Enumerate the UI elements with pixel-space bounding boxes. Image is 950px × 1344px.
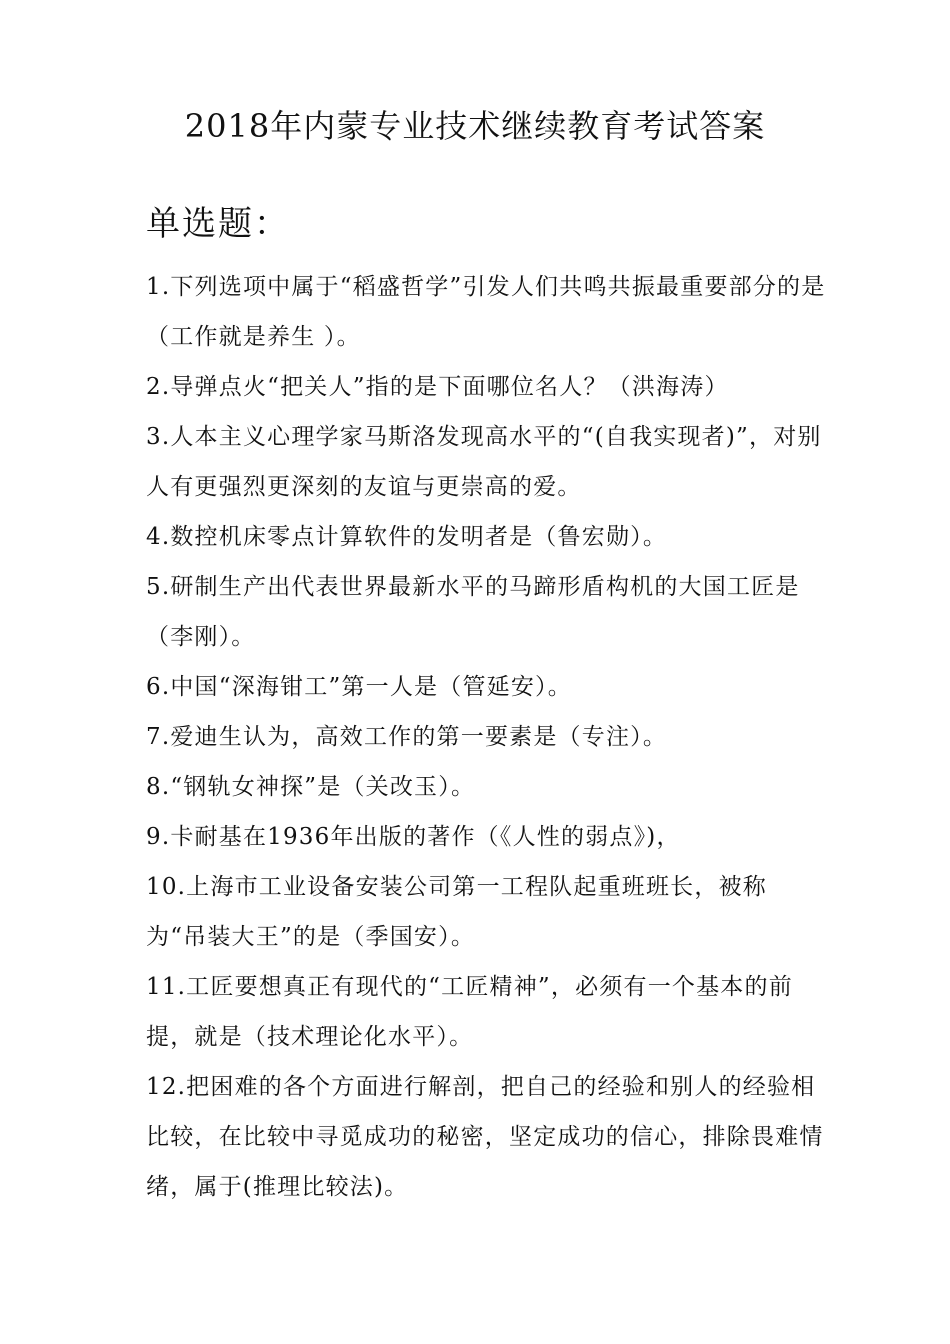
question-1: 1.下列选项中属于“稻盛哲学”引发人们共鸣共振最重要部分的是（工作就是养生 ）。	[146, 274, 826, 350]
question-6: 6.中国“深海钳工”第一人是（管延安）。	[146, 674, 572, 700]
question-9: 9.卡耐基在1936年出版的著作（《人性的弱点》)，	[146, 824, 681, 850]
question-3: 3.人本主义心理学家马斯洛发现高水平的“(自我实现者)”，对别人有更强烈更深刻的友谊与更崇高的爱。	[146, 424, 822, 500]
question-4: 4.数控机床零点计算软件的发明者是（鲁宏勋）。	[146, 524, 668, 550]
question-12: 12.把困难的各个方面进行解剖，把自己的经验和别人的经验相比较，在比较中寻觅成功的秘密，坚定成功的信心，排除畏难情绪，属于(推理比较法)。	[146, 1074, 824, 1200]
section-heading-single-choice: 单选题：	[146, 204, 290, 244]
question-7: 7.爱迪生认为，高效工作的第一要素是（专注）。	[146, 724, 668, 750]
question-11: 11.工匠要想真正有现代的“工匠精神”，必须有一个基本的前提，就是（技术理论化水平）。	[146, 974, 793, 1050]
question-5: 5.研制生产出代表世界最新水平的马蹄形盾构机的大国工匠是（李刚）。	[146, 574, 800, 650]
question-list	[146, 262, 826, 1212]
question-2: 2.导弹点火“把关人”指的是下面哪位名人？（洪海涛）	[146, 374, 729, 400]
question-8: 8.“钢轨女神探”是（关改玉）。	[146, 774, 476, 800]
question-10: 10.上海市工业设备安装公司第一工程队起重班班长，被称为“吊装大王”的是（季国安）。	[146, 874, 767, 950]
document-title: 2018年内蒙专业技术继续教育考试答案	[184, 107, 766, 145]
